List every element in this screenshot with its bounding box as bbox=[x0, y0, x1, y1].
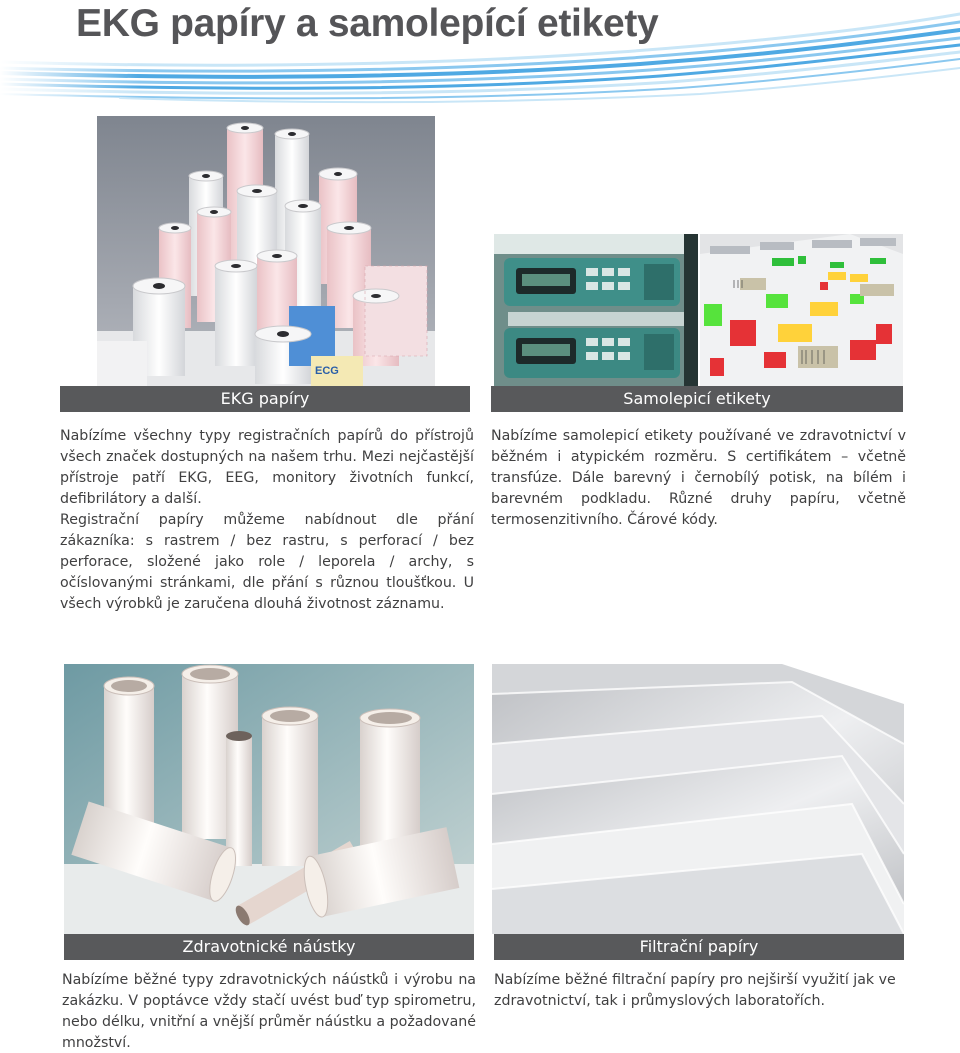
medical-labels-photo bbox=[700, 234, 903, 386]
mouthpiece-tubes-photo bbox=[64, 664, 474, 934]
ekg-papiry-paragraph-1: Nabízíme všechny typy registračních papírů do přístrojů všech značek dostupných na našem trhu. Mezi nejčastější přístroje patří EKG, EEG, monitory životních funkcí, defibrilátory a další. bbox=[60, 428, 474, 507]
ekg-paper-rolls-photo bbox=[97, 116, 435, 386]
ekg-papiry-paragraph-2: Registrační papíry můžeme nabídnout dle přání zákazníka: s rastrem / bez rastru, s perforací / bez perforace, složené jako role / leporela / archy, s očíslovanými stránkami, dle přání s různou tloušťkou. U všech výrobků je zaručena dlouhá životnost záznamu. bbox=[60, 512, 474, 612]
ekg-papiry-text bbox=[60, 426, 474, 615]
zdravotnicke-naustky-text bbox=[62, 970, 476, 1053]
samolepici-etikety-paragraph: Nabízíme samolepicí etikety používané ve zdravotnictví v běžném i atypickém rozměru. S certifikátem – včetně transfúze. Dále barevný i černobílý potisk, na bílém i barevném podkladu. Různé druhy papíru, včetně termosenzitivního. Čárové kódy. bbox=[491, 428, 906, 528]
caption-samolepici-etikety: Samolepicí etikety bbox=[491, 386, 903, 412]
ecg-label-text: ECG bbox=[315, 365, 339, 377]
filtracni-papiry-text bbox=[494, 970, 909, 1012]
caption-zdravotnicke-naustky: Zdravotnické náústky bbox=[64, 934, 474, 960]
caption-ekg-papiry: EKG papíry bbox=[60, 386, 470, 412]
page-title: EKG papíry a samolepící etikety bbox=[76, 2, 659, 45]
samolepici-etikety-text bbox=[491, 426, 906, 531]
filter-paper-sheets-photo bbox=[492, 664, 904, 934]
infusion-pumps-photo bbox=[494, 234, 698, 386]
caption-filtracni-papiry: Filtrační papíry bbox=[494, 934, 904, 960]
filtracni-papiry-paragraph: Nabízíme běžné filtrační papíry pro nejširší využití jak ve zdravotnictví, tak i průmyslových laboratořích. bbox=[494, 972, 896, 1009]
zdravotnicke-naustky-paragraph: Nabízíme běžné typy zdravotnických náústků i výrobu na zakázku. V poptávce vždy stačí uvést buď typ spirometru, nebo délku, vnitřní a vnější průměr náústku a požadované množství. bbox=[62, 972, 476, 1051]
